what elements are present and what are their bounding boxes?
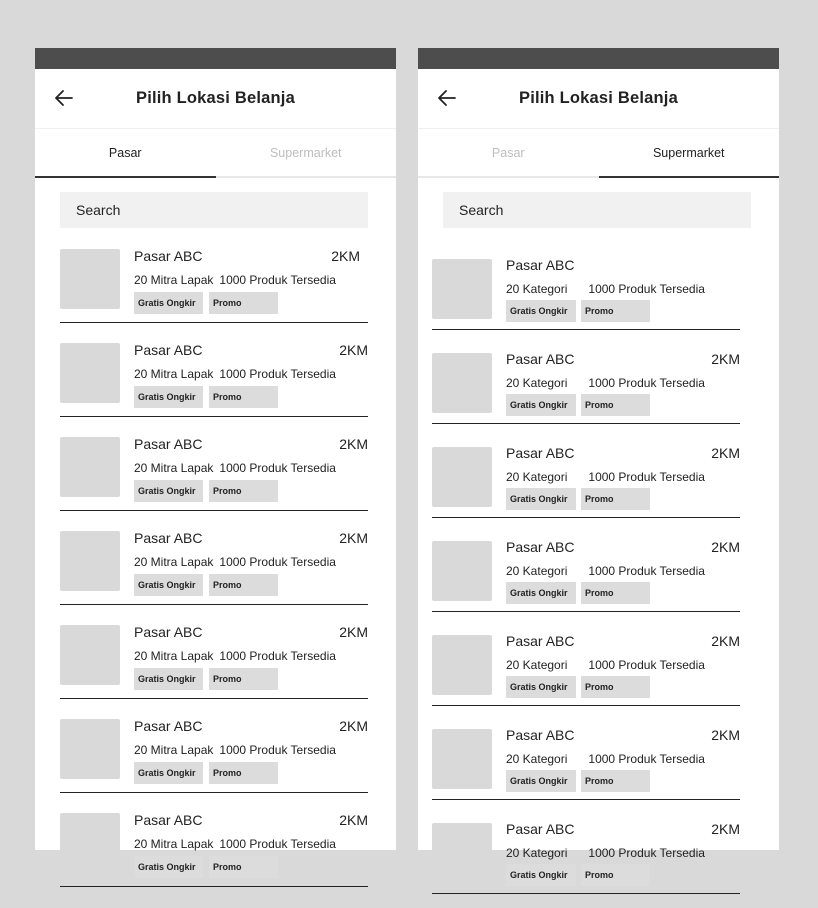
item-name: Pasar ABC <box>506 445 575 461</box>
item-tags <box>506 864 655 886</box>
tag-promo: Promo <box>581 864 650 886</box>
tag-gratis-ongkir: Gratis Ongkir <box>506 394 576 416</box>
list-item[interactable] <box>60 511 368 605</box>
tab-pasar[interactable]: Pasar <box>418 129 599 178</box>
item-meta <box>134 273 336 287</box>
status-bar <box>418 48 779 69</box>
item-mitra-count: 20 Mitra Lapak <box>134 649 214 663</box>
tag-promo: Promo <box>209 480 278 502</box>
item-thumbnail <box>432 823 492 883</box>
item-name: Pasar ABC <box>506 351 575 367</box>
item-meta <box>506 470 705 484</box>
tag-promo: Promo <box>581 770 650 792</box>
item-distance: 2KM <box>339 342 368 358</box>
tag-gratis-ongkir: Gratis Ongkir <box>506 488 576 510</box>
tag-gratis-ongkir: Gratis Ongkir <box>134 292 203 314</box>
item-thumbnail <box>60 531 120 591</box>
item-product-count: 1000 Produk Tersedia <box>219 367 336 381</box>
list-item[interactable] <box>60 793 368 887</box>
page-title: Pilih Lokasi Belanja <box>519 89 678 107</box>
item-name: Pasar ABC <box>506 727 575 743</box>
list-item[interactable] <box>432 706 740 800</box>
list-item[interactable] <box>60 605 368 699</box>
list-item[interactable] <box>432 424 740 518</box>
item-mitra-count: 20 Mitra Lapak <box>134 555 214 569</box>
item-mitra-count: 20 Mitra Lapak <box>134 743 214 757</box>
item-name: Pasar ABC <box>134 624 203 640</box>
item-product-count: 1000 Produk Tersedia <box>219 743 336 757</box>
tag-gratis-ongkir: Gratis Ongkir <box>134 856 203 878</box>
screen-supermarket <box>418 48 779 880</box>
item-thumbnail <box>60 813 120 873</box>
item-name: Pasar ABC <box>134 436 203 452</box>
item-meta <box>506 376 705 390</box>
item-product-count: 1000 Produk Tersedia <box>219 461 336 475</box>
status-bar <box>35 48 396 69</box>
tag-promo: Promo <box>209 386 278 408</box>
item-thumbnail <box>432 447 492 507</box>
tag-gratis-ongkir: Gratis Ongkir <box>134 480 203 502</box>
item-meta <box>134 461 336 475</box>
tag-gratis-ongkir: Gratis Ongkir <box>134 574 203 596</box>
item-category-count: 20 Kategori <box>506 470 568 484</box>
tag-gratis-ongkir: Gratis Ongkir <box>134 668 203 690</box>
item-meta <box>506 752 705 766</box>
item-name: Pasar ABC <box>134 248 203 264</box>
list-item[interactable] <box>432 800 740 894</box>
tag-promo: Promo <box>581 676 650 698</box>
item-meta <box>506 282 705 296</box>
item-distance: 2KM <box>711 727 740 743</box>
item-product-count: 1000 Produk Tersedia <box>219 649 336 663</box>
item-meta <box>134 649 336 663</box>
item-thumbnail <box>432 635 492 695</box>
item-category-count: 20 Kategori <box>506 752 568 766</box>
item-product-count: 1000 Produk Tersedia <box>588 752 705 766</box>
item-name: Pasar ABC <box>506 257 575 273</box>
item-name: Pasar ABC <box>506 539 575 555</box>
item-thumbnail <box>432 541 492 601</box>
item-distance: 2KM <box>711 351 740 367</box>
item-category-count: 20 Kategori <box>506 282 568 296</box>
item-tags <box>506 394 655 416</box>
tag-promo: Promo <box>581 394 650 416</box>
item-thumbnail <box>60 249 120 309</box>
item-mitra-count: 20 Mitra Lapak <box>134 273 214 287</box>
item-tags <box>134 480 284 502</box>
tag-gratis-ongkir: Gratis Ongkir <box>506 770 576 792</box>
item-tags <box>506 582 655 604</box>
item-tags <box>134 668 284 690</box>
search-input[interactable]: Search <box>60 192 368 228</box>
page-title: Pilih Lokasi Belanja <box>136 89 295 107</box>
item-tags <box>134 762 284 784</box>
tag-promo: Promo <box>209 856 278 878</box>
item-tags <box>134 292 284 314</box>
tab-bar <box>35 129 396 178</box>
item-name: Pasar ABC <box>506 633 575 649</box>
item-meta <box>134 837 336 851</box>
screen-pasar <box>35 48 396 872</box>
item-tags <box>134 574 284 596</box>
item-product-count: 1000 Produk Tersedia <box>219 837 336 851</box>
item-product-count: 1000 Produk Tersedia <box>588 470 705 484</box>
tab-supermarket[interactable]: Supermarket <box>216 129 397 178</box>
item-name: Pasar ABC <box>134 342 203 358</box>
item-meta <box>506 846 705 860</box>
item-mitra-count: 20 Mitra Lapak <box>134 367 214 381</box>
item-thumbnail <box>60 343 120 403</box>
item-category-count: 20 Kategori <box>506 846 568 860</box>
tab-pasar[interactable]: Pasar <box>35 129 216 178</box>
list-item[interactable] <box>60 323 368 417</box>
item-name: Pasar ABC <box>134 718 203 734</box>
tag-gratis-ongkir: Gratis Ongkir <box>506 864 576 886</box>
tag-promo: Promo <box>209 292 278 314</box>
item-mitra-count: 20 Mitra Lapak <box>134 837 214 851</box>
tag-gratis-ongkir: Gratis Ongkir <box>506 582 576 604</box>
item-product-count: 1000 Produk Tersedia <box>588 658 705 672</box>
list-item[interactable] <box>432 518 740 612</box>
item-distance: 2KM <box>711 821 740 837</box>
item-tags <box>134 386 284 408</box>
list-item[interactable] <box>60 699 368 793</box>
item-thumbnail <box>432 353 492 413</box>
search-input[interactable]: Search <box>443 192 751 228</box>
item-distance: 2KM <box>339 530 368 546</box>
item-category-count: 20 Kategori <box>506 564 568 578</box>
item-distance: 2KM <box>331 248 360 264</box>
item-distance: 2KM <box>711 539 740 555</box>
item-product-count: 1000 Produk Tersedia <box>588 564 705 578</box>
item-product-count: 1000 Produk Tersedia <box>219 273 336 287</box>
item-product-count: 1000 Produk Tersedia <box>588 376 705 390</box>
tab-supermarket[interactable]: Supermarket <box>599 129 780 178</box>
item-thumbnail <box>432 729 492 789</box>
item-product-count: 1000 Produk Tersedia <box>219 555 336 569</box>
tag-gratis-ongkir: Gratis Ongkir <box>134 762 203 784</box>
tag-promo: Promo <box>581 582 650 604</box>
tag-promo: Promo <box>209 668 278 690</box>
item-category-count: 20 Kategori <box>506 376 568 390</box>
tag-promo: Promo <box>581 300 650 322</box>
item-tags <box>506 300 655 322</box>
item-distance: 2KM <box>339 718 368 734</box>
item-meta <box>134 555 336 569</box>
tag-promo: Promo <box>581 488 650 510</box>
tag-gratis-ongkir: Gratis Ongkir <box>506 300 576 322</box>
list-item[interactable] <box>60 229 368 323</box>
item-thumbnail <box>60 719 120 779</box>
item-tags <box>506 770 655 792</box>
tag-promo: Promo <box>209 574 278 596</box>
item-meta <box>506 658 705 672</box>
tag-promo: Promo <box>209 762 278 784</box>
tab-bar <box>418 129 779 178</box>
list-item[interactable] <box>432 236 740 330</box>
item-distance: 2KM <box>711 445 740 461</box>
tag-gratis-ongkir: Gratis Ongkir <box>506 676 576 698</box>
item-name: Pasar ABC <box>134 812 203 828</box>
item-category-count: 20 Kategori <box>506 658 568 672</box>
item-distance: 2KM <box>711 633 740 649</box>
item-distance: 2KM <box>339 812 368 828</box>
item-meta <box>134 743 336 757</box>
item-mitra-count: 20 Mitra Lapak <box>134 461 214 475</box>
item-name: Pasar ABC <box>134 530 203 546</box>
item-product-count: 1000 Produk Tersedia <box>588 282 705 296</box>
app-bar <box>35 69 396 129</box>
item-thumbnail <box>432 259 492 319</box>
item-tags <box>506 488 655 510</box>
list-item[interactable] <box>60 417 368 511</box>
app-bar <box>418 69 779 129</box>
item-meta <box>506 564 705 578</box>
list-item[interactable] <box>432 330 740 424</box>
item-meta <box>134 367 336 381</box>
list-item[interactable] <box>432 612 740 706</box>
item-product-count: 1000 Produk Tersedia <box>588 846 705 860</box>
item-distance: 2KM <box>339 436 368 452</box>
item-tags <box>506 676 655 698</box>
item-thumbnail <box>60 625 120 685</box>
tag-gratis-ongkir: Gratis Ongkir <box>134 386 203 408</box>
item-thumbnail <box>60 437 120 497</box>
item-name: Pasar ABC <box>506 821 575 837</box>
item-tags <box>134 856 284 878</box>
item-distance: 2KM <box>339 624 368 640</box>
